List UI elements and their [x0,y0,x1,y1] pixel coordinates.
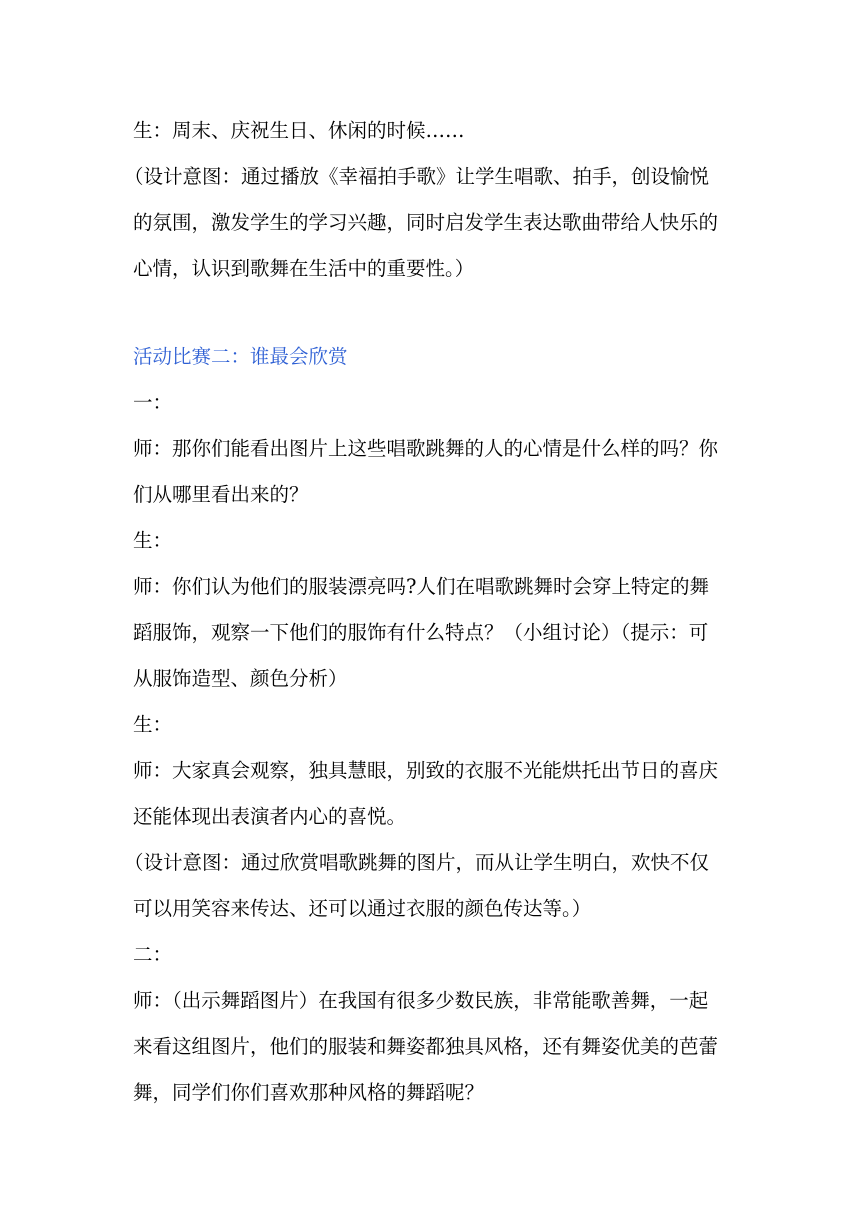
paragraph-gap [133,292,733,334]
part-one-label: 一： [133,391,173,414]
design-intent-1-line-2: 的氛围，激发学生的学习兴趣，同时启发学生表达歌曲带给人快乐的 [133,211,719,234]
teacher-dance-intro-line-3: 舞，同学们你们喜欢那种风格的舞蹈呢？ [133,1081,485,1104]
teacher-question-2-line-3: 从服饰造型、颜色分析） [133,667,348,690]
student-answer-2: 生： [133,713,173,736]
teacher-question-1-line-1: 师：那你们能看出图片上这些唱歌跳舞的人的心情是什么样的吗？你 [133,437,719,460]
teacher-dance-intro-line-2: 来看这组图片，他们的服装和舞姿都独具风格，还有舞姿优美的芭蕾 [133,1035,719,1058]
teacher-summary-line-1: 师：大家真会观察，独具慧眼，别致的衣服不光能烘托出节日的喜庆 [133,759,719,782]
document-body [124,108,733,1116]
student-answer-1: 生： [133,529,173,552]
section-heading-activity-2: 活动比赛二：谁最会欣赏 [133,345,348,368]
teacher-question-2-line-2: 蹈服饰，观察一下他们的服饰有什么特点？（小组讨论）（提示：可 [133,621,709,644]
teacher-dance-intro-line-1: 师：（出示舞蹈图片）在我国有很多少数民族，非常能歌善舞，一起 [133,989,709,1012]
teacher-question-2-line-1: 师：你们认为他们的服装漂亮吗?人们在唱歌跳舞时会穿上特定的舞 [133,575,709,598]
student-line-occasions: 生：周末、庆祝生日、休闲的时候…… [133,119,465,142]
design-intent-2-line-1: （设计意图：通过欣赏唱歌跳舞的图片，而从让学生明白，欢快不仅 [124,851,710,874]
design-intent-2-line-2: 可以用笑容来传达、还可以通过衣服的颜色传达等。） [133,897,592,920]
teacher-question-1-line-2: 们从哪里看出来的？ [133,483,309,506]
design-intent-1-line-3: 心情，认识到歌舞在生活中的重要性。） [133,257,475,280]
teacher-summary-line-2: 还能体现出表演者内心的喜悦。 [133,805,407,828]
design-intent-1-line-1: （设计意图：通过播放《幸福拍手歌》让学生唱歌、拍手，创设愉悦 [124,165,710,188]
part-two-label: 二： [133,943,173,966]
